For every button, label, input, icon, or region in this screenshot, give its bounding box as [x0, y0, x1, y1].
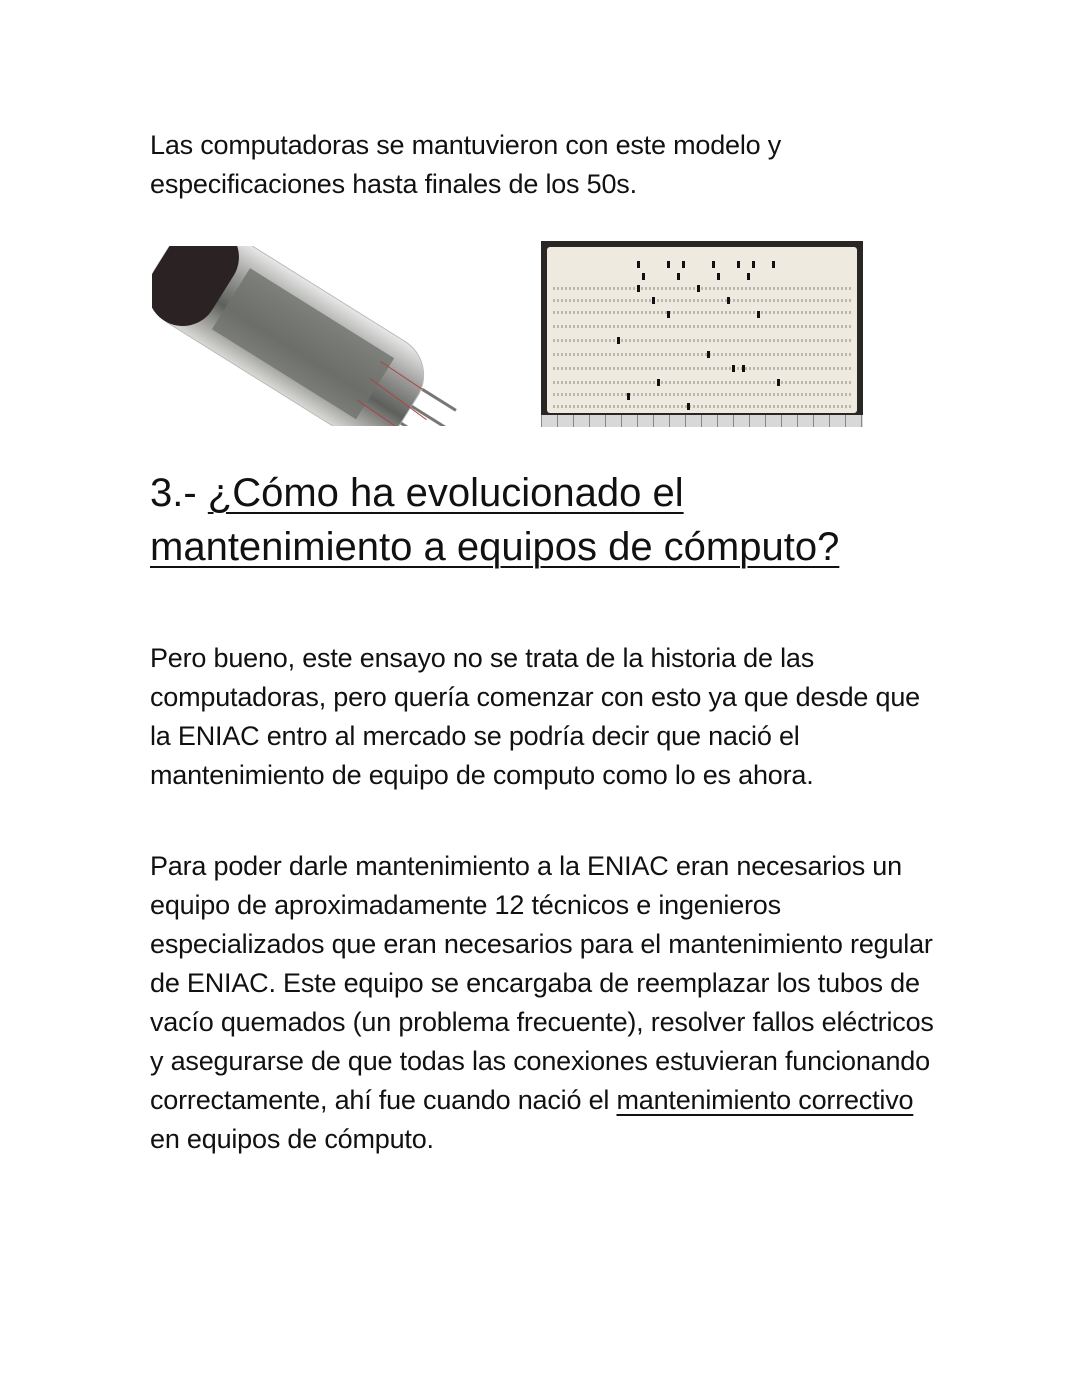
- section-number: 3.-: [150, 471, 208, 515]
- ruler: [541, 415, 863, 427]
- paragraph-eniac-maintenance: [150, 847, 940, 1159]
- intro-paragraph: Las computadoras se mantuvieron con este modelo y especificaciones hasta finales de los 50s.: [150, 130, 782, 199]
- paragraph-text-end: en equipos de cómputo.: [150, 1124, 434, 1154]
- punched-card-image: [541, 241, 863, 427]
- paragraph-eniac-intro: Pero bueno, este ensayo no se trata de la historia de las computadoras, pero quería comenzar con esto ya que desde que la ENIAC entro al mercado se podría decir que nació el mantenimiento de equipo de computo como lo es ahora.: [150, 643, 920, 790]
- vacuum-tube-icon: [152, 246, 468, 426]
- corrective-maintenance-term: mantenimiento correctivo: [616, 1085, 914, 1115]
- section-title: ¿Cómo ha evolucionado el mantenimiento a equipos de cómputo?: [150, 471, 840, 569]
- paragraph-text: Para poder darle mantenimiento a la ENIAC eran necesarios un equipo de aproximadamente 12 técnicos e ingenieros especializados que eran necesarios para el mantenimiento regular de ENIAC. Este equipo se encargaba de reemplazar los tubos de vacío quemados (un problema frecuente), resolver fallos eléctricos y asegurarse de que todas las conexiones estuvieran funcionando correctamente, ahí fue cuando nació el: [150, 851, 934, 1115]
- vacuum-tube-image: [152, 246, 468, 426]
- section-heading: [150, 466, 950, 574]
- punched-card: [547, 247, 857, 413]
